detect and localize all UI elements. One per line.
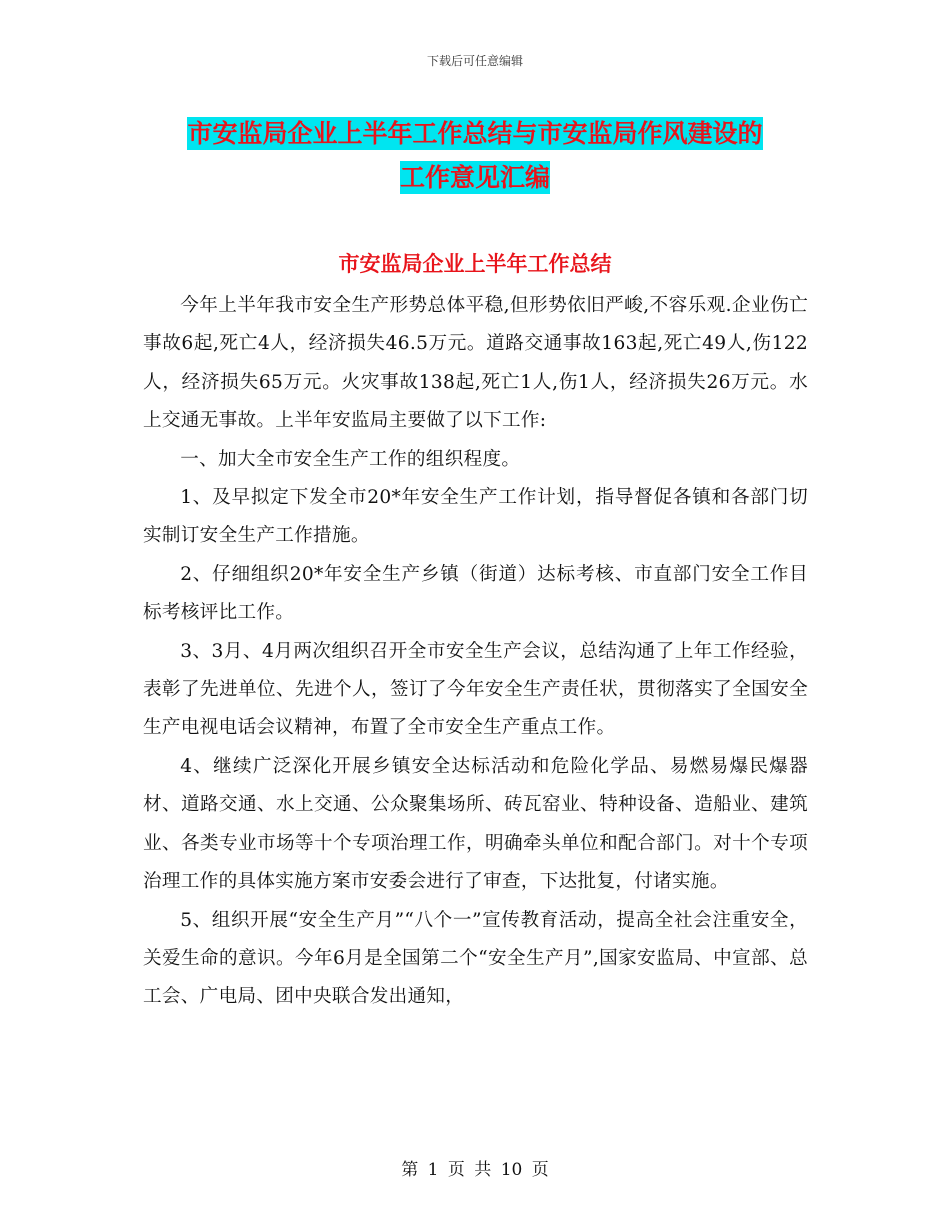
page-header-note: 下载后可任意编辑 xyxy=(426,54,523,68)
title-line-1: 市安监局企业上半年工作总结与市安监局作风建设的 xyxy=(187,119,763,148)
title-line-2: 工作意见汇编 xyxy=(399,163,550,192)
document-title xyxy=(0,112,950,200)
paragraph: 5、组织开展“安全生产月”“八个一”宣传教育活动，提高全社会注重安全，关爱生命的意识。今年6月是全国第二个“安全生产月”,国家安监局、中宣部、总工会、广电局、团中央联合发出通知， xyxy=(143,909,808,1008)
document-body xyxy=(143,287,808,1017)
paragraph: 今年上半年我市安全生产形势总体平稳,但形势依旧严峻,不容乐观.企业伤亡事故6起,死亡4人，经济损失46.5万元。道路交通事故163起,死亡49人,伤122人，经济损失65万元。火灾事故138起,死亡1人,伤1人，经济损失26万元。水上交通无事故。上半年安监局主要做了以下工作: xyxy=(143,295,808,432)
paragraph: 1、及早拟定下发全市20*年安全生产工作计划，指导督促各镇和各部门切实制订安全生产工作措施。 xyxy=(143,487,808,547)
paragraph: 2、仔细组织20*年安全生产乡镇（街道）达标考核、市直部门安全工作目标考核评比工作。 xyxy=(143,563,808,624)
paragraph: 3、3月、4月两次组织召开全市安全生产会议，总结沟通了上年工作经验，表彰了先进单位、先进个人，签订了今年安全生产责任状，贯彻落实了全国安全生产电视电话会议精神，布置了全市安全生产重点工作。 xyxy=(143,640,808,739)
section-title: 市安监局企业上半年工作总结 xyxy=(338,252,612,276)
paragraph: 一、加大全市安全生产工作的组织程度。 xyxy=(180,448,521,470)
page-number: 第 1 页 共 10 页 xyxy=(401,1160,549,1180)
paragraph: 4、继续广泛深化开展乡镇安全达标活动和危险化学品、易燃易爆民爆器材、道路交通、水上交通、公众聚集场所、砖瓦窑业、特种设备、造船业、建筑业、各类专业市场等十个专项治理工作，明确牵头单位和配合部门。对十个专项治理工作的具体实施方案市安委会进行了审查，下达批复，付诸实施。 xyxy=(143,755,808,893)
